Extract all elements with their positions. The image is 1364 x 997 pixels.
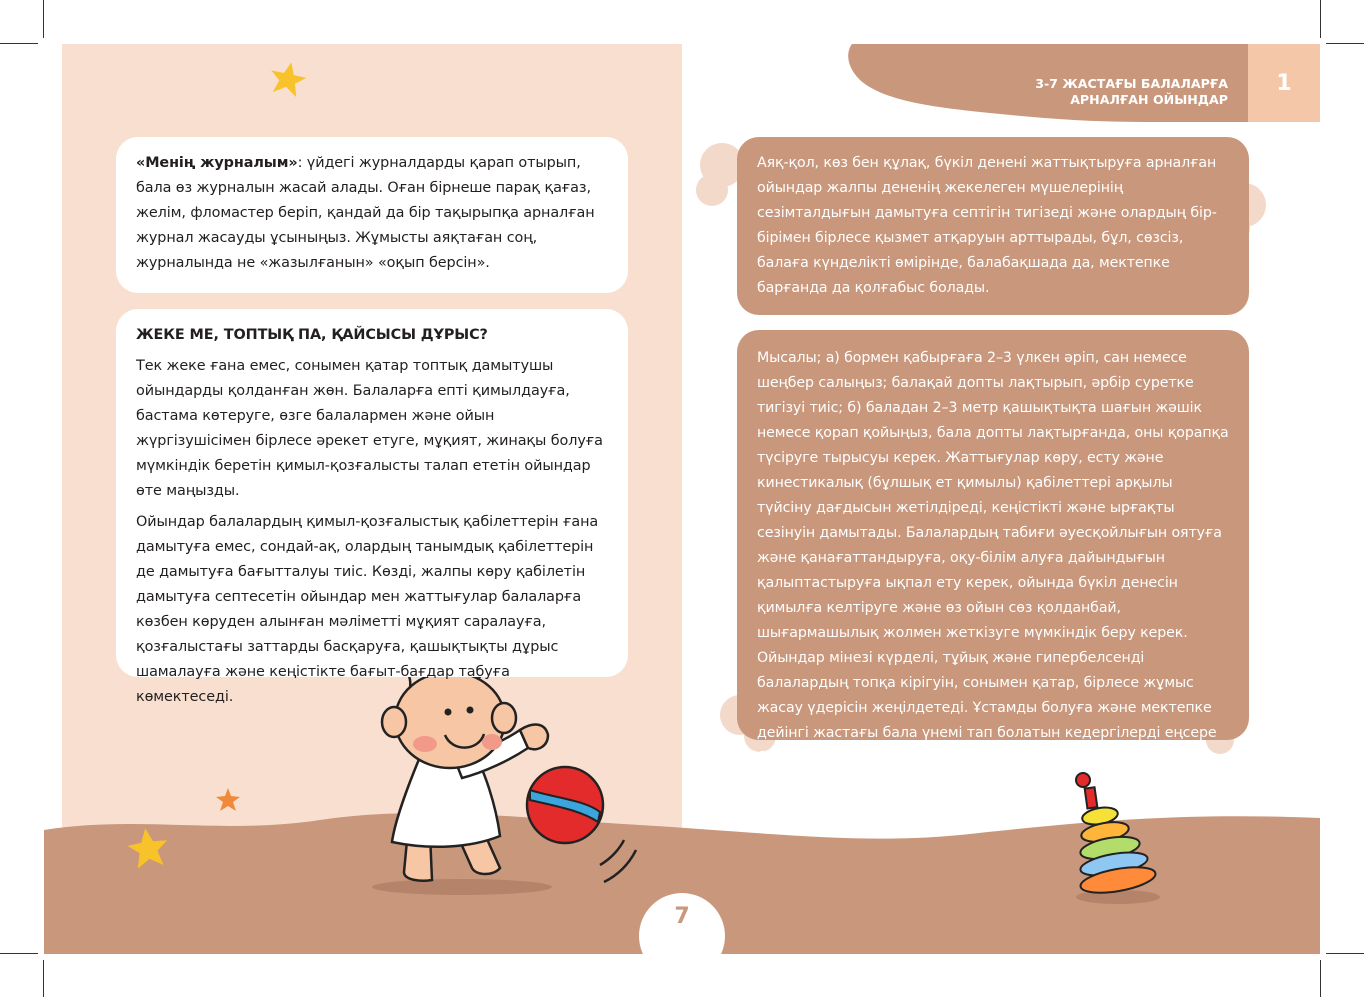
section-title-line1: 3-7 ЖАСТАҒЫ БАЛАЛАРҒА [1035, 76, 1228, 91]
chapter-number: 1 [1248, 44, 1320, 122]
example-text: Мысалы; а) бормен қабырғаға 2–3 үлкен әріп, сан немесе шеңбер салыңыз; балақай допты лақтырып, әрбір суретке тигізуі тиіс; б) баладан 2–3 метр қашықтықта шағын жәшік немесе қорап қойыңыз, бала допты лақтырғанда, оны қорапқа түсіруге тырысуы керек. Жаттығулар көру, есту және кинестикалық (бұлшық ет қимылы) қабілеттері арқылы түйсіну дағдысын жетілдіреді, кеңістікті және ырғақты сезінуін дамытады. Балалардың табиғи әуесқойлығын оятуға және қанағаттандыруға, оқу-білім алуға дайындығын қалыптастыруға ықпал ету керек, ойында бүкіл денесін қимылға келтіруге және өз ойын сөз қолданбай, шығармашылық жолмен жеткізуге мүмкіндік беру керек. Ойындар мінезі күрделі, тұйық және гипербелсенді балалардың топқа кірігуін, сонымен қатар, бірлесе жұмыс жасау үдерісін жеңілдетеді. Ұстамды болуға және мектепке дейінгі жастағы бала үнемі тап болатын кедергілерді еңсере білуге баулиды. [757, 350, 1229, 766]
journal-text: : үйдегі журналдарды қарап отырып, бала өз журналын жасай алады. Оған бірнеше парақ қағаз, желім, фломастер беріп, қандай да бір тақырыпқа арналған журнал жасауды ұсыныңыз. Жұмысты аяқтаған соң, журналында не «жазылғанын» «оқып берсін». [136, 155, 595, 271]
body-training-card [737, 137, 1249, 315]
example-card [737, 330, 1249, 766]
journal-card [116, 137, 628, 293]
group-games-heading: ЖЕКЕ МЕ, ТОПТЫҚ ПА, ҚАЙСЫСЫ ДҰРЫС? [136, 327, 488, 343]
body-training-text: Аяқ-қол, көз бен құлақ, бүкіл денені жаттықтыруға арналған ойындар жалпы дененің жекелеген мүшелерінің сезімталдығын дамытуға септігін тигізеді және олардың бір-бірімен бірлесе қызмет атқаруын арттырады, бұл, сөзсіз, балаға күнделікті өмірінде, балабақшада да, мектепке барғанда да қолғабыс болады. [757, 155, 1217, 296]
journal-term: «Менің журналым» [136, 155, 298, 171]
group-games-card [116, 309, 628, 705]
group-games-paragraph-1: Тек жеке ғана емес, сонымен қатар топтық дамытушы ойындарды қолданған жөн. Балаларға епті қимылдауға, бастама көтеруге, өзге балалармен және ойын жүргізушісімен бірлесе әрекет етуге, мұқият, жинақы болуға мүмкіндік беретін қимыл-қозғалысты талап ететін ойындар өте маңызды. [136, 358, 603, 499]
group-games-paragraph-2: Ойындар балалардың қимыл-қозғалыстық қабілеттерін ғана дамытуға емес, сондай-ақ, олардың танымдық қабілеттерін де дамытуға бағытталуы тиіс. Көзді, жалпы көру қабілетін дамытуға септесетін ойындар мен жаттығулар балаларға көзбен көруден алынған мәліметті мұқият саралауға, қозғалыстағы заттарды басқаруға, қашықтықты дұрыс шамалауға және кеңістікте бағыт-бағдар табуға көмектеседі. [136, 514, 599, 705]
star-icon [216, 788, 240, 811]
star-icon [267, 59, 309, 99]
page-number: 7 [639, 893, 725, 979]
section-title [1035, 76, 1228, 108]
section-title-line2: АРНАЛҒАН ОЙЫНДАР [1070, 92, 1228, 107]
